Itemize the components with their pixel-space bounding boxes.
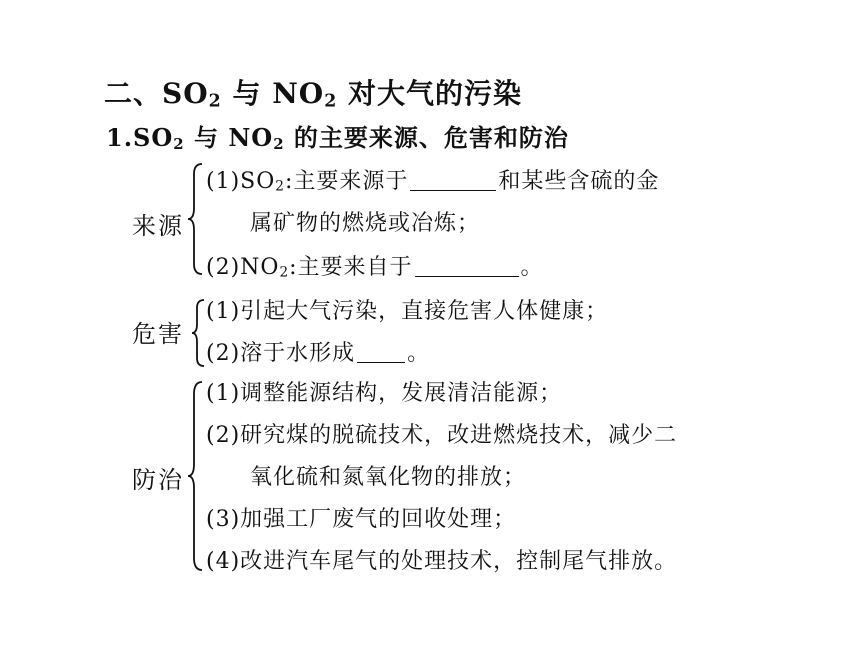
hazards-item-2	[206, 336, 430, 367]
hazards-item-2-text: (2)溶于水形成	[206, 341, 356, 366]
sources-item-2-text: :主要来自于	[289, 255, 413, 280]
hazards-item-1: (1)引起大气污染，直接危害人体健康；	[206, 299, 609, 324]
section-title-sub1: 2	[208, 91, 222, 112]
prevention-label: 防治	[132, 466, 184, 494]
subsection-title	[106, 118, 569, 153]
sources-item-2	[206, 250, 544, 281]
prevention-item-2-cont: 氧化硫和氮氧化物的排放；	[250, 465, 527, 490]
sources-item-1-sub: 2	[275, 178, 285, 195]
sources-item-2-prefix: (2)NO	[206, 255, 280, 280]
prevention-item-2: (2)研究煤的脱硫技术，改进燃烧技术，减少二	[206, 423, 678, 448]
sources-blank-2[interactable]	[415, 254, 519, 277]
subsection-title-sub1: 2	[173, 134, 185, 153]
subsection-title-mid: 与 NO	[184, 123, 274, 152]
sources-brace	[186, 162, 206, 276]
sources-item-1-cont: 属矿物的燃烧或冶炼；	[250, 211, 481, 236]
subsection-title-prefix: 1.SO	[106, 123, 174, 152]
sources-blank-1[interactable]	[410, 168, 496, 191]
prevention-item-3: (3)加强工厂废气的回收处理；	[206, 507, 517, 532]
section-title	[104, 72, 522, 112]
section-title-mid: 与 NO	[221, 77, 325, 110]
section-title-sub2: 2	[324, 91, 338, 112]
section-title-prefix: 二、SO	[104, 77, 209, 110]
hazards-brace	[190, 298, 206, 368]
hazards-label: 危害	[132, 320, 184, 348]
sources-item-2-after: 。	[520, 255, 544, 280]
prevention-item-4: (4)改进汽车尾气的处理技术，控制尾气排放。	[206, 549, 678, 574]
hazards-item-2-after: 。	[407, 341, 431, 366]
subsection-title-sub2: 2	[273, 134, 285, 153]
prevention-item-1: (1)调整能源结构，发展清洁能源；	[206, 381, 563, 406]
sources-item-1-text: :主要来源于	[284, 169, 409, 194]
sources-item-1	[206, 164, 659, 195]
sources-label: 来源	[132, 212, 184, 240]
prevention-brace	[186, 380, 206, 572]
section-title-suffix: 对大气的污染	[337, 77, 523, 110]
sources-item-2-sub: 2	[279, 264, 290, 281]
sources-item-1-after: 和某些含硫的金	[498, 169, 660, 194]
hazards-blank[interactable]	[357, 340, 405, 363]
subsection-title-suffix: 的主要来源、危害和防治	[284, 123, 569, 152]
sources-item-1-prefix: (1)SO	[206, 169, 276, 194]
